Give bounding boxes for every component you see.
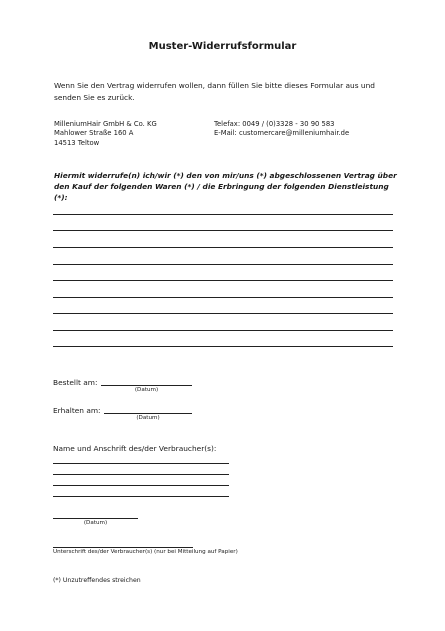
goods-line-8 bbox=[53, 330, 393, 331]
goods-line-9 bbox=[53, 346, 393, 347]
company-address bbox=[54, 120, 214, 148]
company-contact bbox=[214, 120, 414, 139]
received-label: Erhalten am: bbox=[53, 406, 101, 415]
ordered-date-caption: (Datum) bbox=[134, 387, 159, 393]
consumer-line-1 bbox=[53, 463, 229, 464]
goods-line-4 bbox=[53, 264, 393, 265]
ordered-date-line bbox=[101, 385, 192, 386]
company-fax: Telefax: 0049 / (0)3328 - 30 90 583 bbox=[214, 120, 335, 128]
goods-line-2 bbox=[53, 230, 393, 231]
consumer-label: Name und Anschrift des/der Verbraucher(s): bbox=[53, 444, 217, 453]
signature-caption: Unterschrift des/der Verbraucher(s) (nur bei Mitteilung auf Papier) bbox=[53, 549, 238, 555]
goods-line-6 bbox=[53, 297, 393, 298]
ordered-label: Bestellt am: bbox=[53, 378, 98, 387]
goods-line-5 bbox=[53, 280, 393, 281]
consumer-line-4 bbox=[53, 496, 229, 497]
signature-date-caption: (Datum) bbox=[83, 520, 108, 526]
document-title: Muster-Widerrufsformular bbox=[148, 41, 297, 52]
withdrawal-declaration: Hiermit widerrufe(n) ich/wir (*) den von mir/uns (*) abgeschlossenen Vertrag über den Kauf der folgenden Waren (*) / die Erbringung der folgenden Dienstleistung (*): bbox=[54, 171, 397, 202]
intro-text: Wenn Sie den Vertrag widerrufen wollen, dann füllen Sie bitte dieses Formular aus und senden Sie es zurück. bbox=[54, 81, 375, 102]
goods-line-3 bbox=[53, 247, 393, 248]
signature-date-line bbox=[53, 518, 138, 519]
received-date-line bbox=[104, 413, 192, 414]
footnote: (*) Unzutreffendes streichen bbox=[53, 577, 141, 584]
consumer-line-3 bbox=[53, 485, 229, 486]
company-name: MilleniumHair GmbH & Co. KG bbox=[54, 120, 157, 128]
signature-line bbox=[53, 547, 193, 548]
consumer-line-2 bbox=[53, 474, 229, 475]
received-date-caption: (Datum) bbox=[136, 415, 160, 421]
company-email: E-Mail: customercare@milleniumhair.de bbox=[214, 129, 350, 138]
goods-line-1 bbox=[53, 214, 393, 215]
company-city: 14513 Teltow bbox=[54, 138, 100, 147]
company-street: Mahlower Straße 160 A bbox=[54, 129, 134, 138]
goods-line-7 bbox=[53, 313, 393, 314]
